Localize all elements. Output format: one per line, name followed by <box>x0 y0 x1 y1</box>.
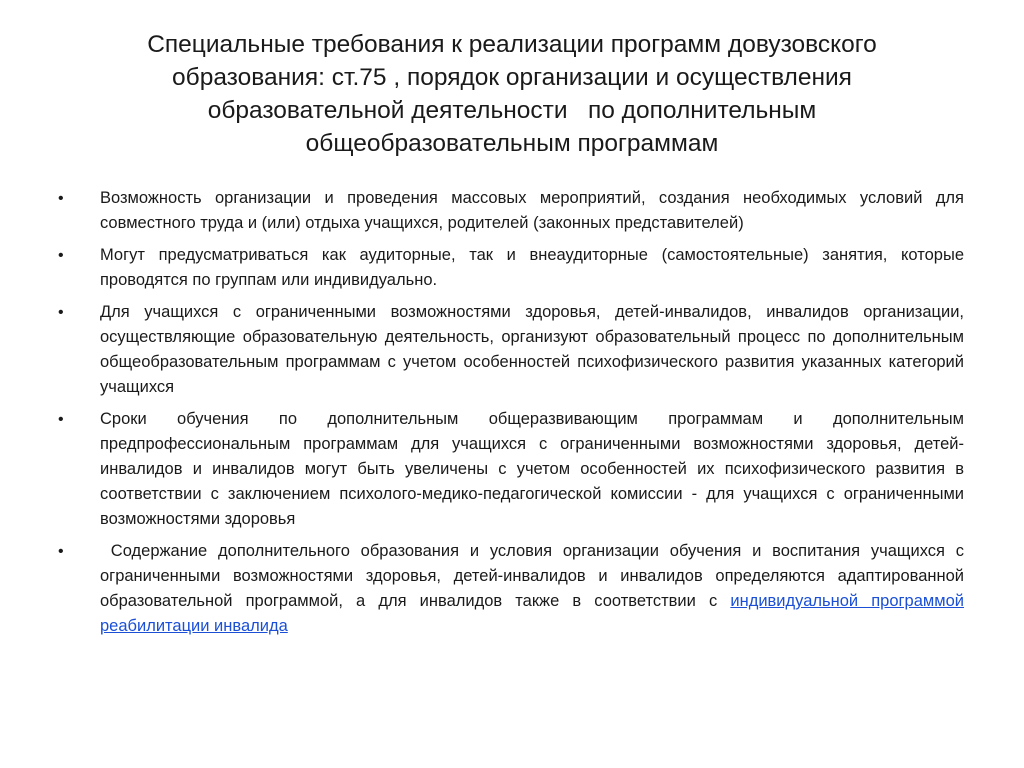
slide-title <box>100 28 924 160</box>
bullet-icon: • <box>58 247 64 264</box>
bullet-icon: • <box>58 411 64 428</box>
bullet-item <box>58 407 964 532</box>
title-line: Специальные требования к реализации программ довузовского <box>147 31 877 58</box>
bullet-item <box>58 539 969 639</box>
bullet-item <box>58 300 964 400</box>
bullet-item <box>58 243 964 293</box>
bullet-icon: • <box>58 304 64 321</box>
bullet-item <box>58 186 964 236</box>
bullet-icon: • <box>58 190 64 207</box>
bullet-text: Возможность организации и проведения массовых мероприятий, создания необходимых условий для совместного труда и (или) отдыха учащихся, родителей (законных представителей) <box>100 189 964 232</box>
bullet-text: Для учащихся с ограниченными возможностями здоровья, детей-инвалидов, инвалидов организации, осуществляющие образовательную деятельность, организуют образовательный процесс по дополнительным общеобразовательным программам с учетом особенностей психофизического развития указанных категорий учащихся <box>100 303 964 396</box>
bullet-text: Сроки обучения по дополнительным общеразвивающим программам и дополнительным предпрофессиональным программам для учащихся с ограниченными возможностями здоровья, детей-инвалидов и инвалидов могут быть увеличены с учетом особенностей их психофизического развития в соответствии с заключением психолого-медико-педагогической комиссии - для учащихся с ограниченными возможностями здоровья <box>100 410 964 528</box>
bullet-text: Содержание дополнительного образования и условия организации обучения и воспитания учащихся с ограниченными возможностями здоровья, детей-инвалидов и инвалидов определяются адаптированной образовательной программой, а для инвалидов также в соответствии с <box>100 542 969 610</box>
bullet-text: Могут предусматриваться как аудиторные, так и внеаудиторные (самостоятельные) занятия, которые проводятся по группам или индивидуально. <box>100 246 964 289</box>
title-line: общеобразовательным программам <box>305 130 719 157</box>
title-line: образования: ст.75 , порядок организации и осуществления <box>172 64 852 91</box>
bullet-list <box>58 186 969 646</box>
bullet-icon: • <box>58 543 64 560</box>
title-line: образовательной деятельности по дополнительным <box>207 97 817 124</box>
rehabilitation-program-link[interactable]: индивидуальной программой реабилитации инвалида <box>100 592 964 635</box>
